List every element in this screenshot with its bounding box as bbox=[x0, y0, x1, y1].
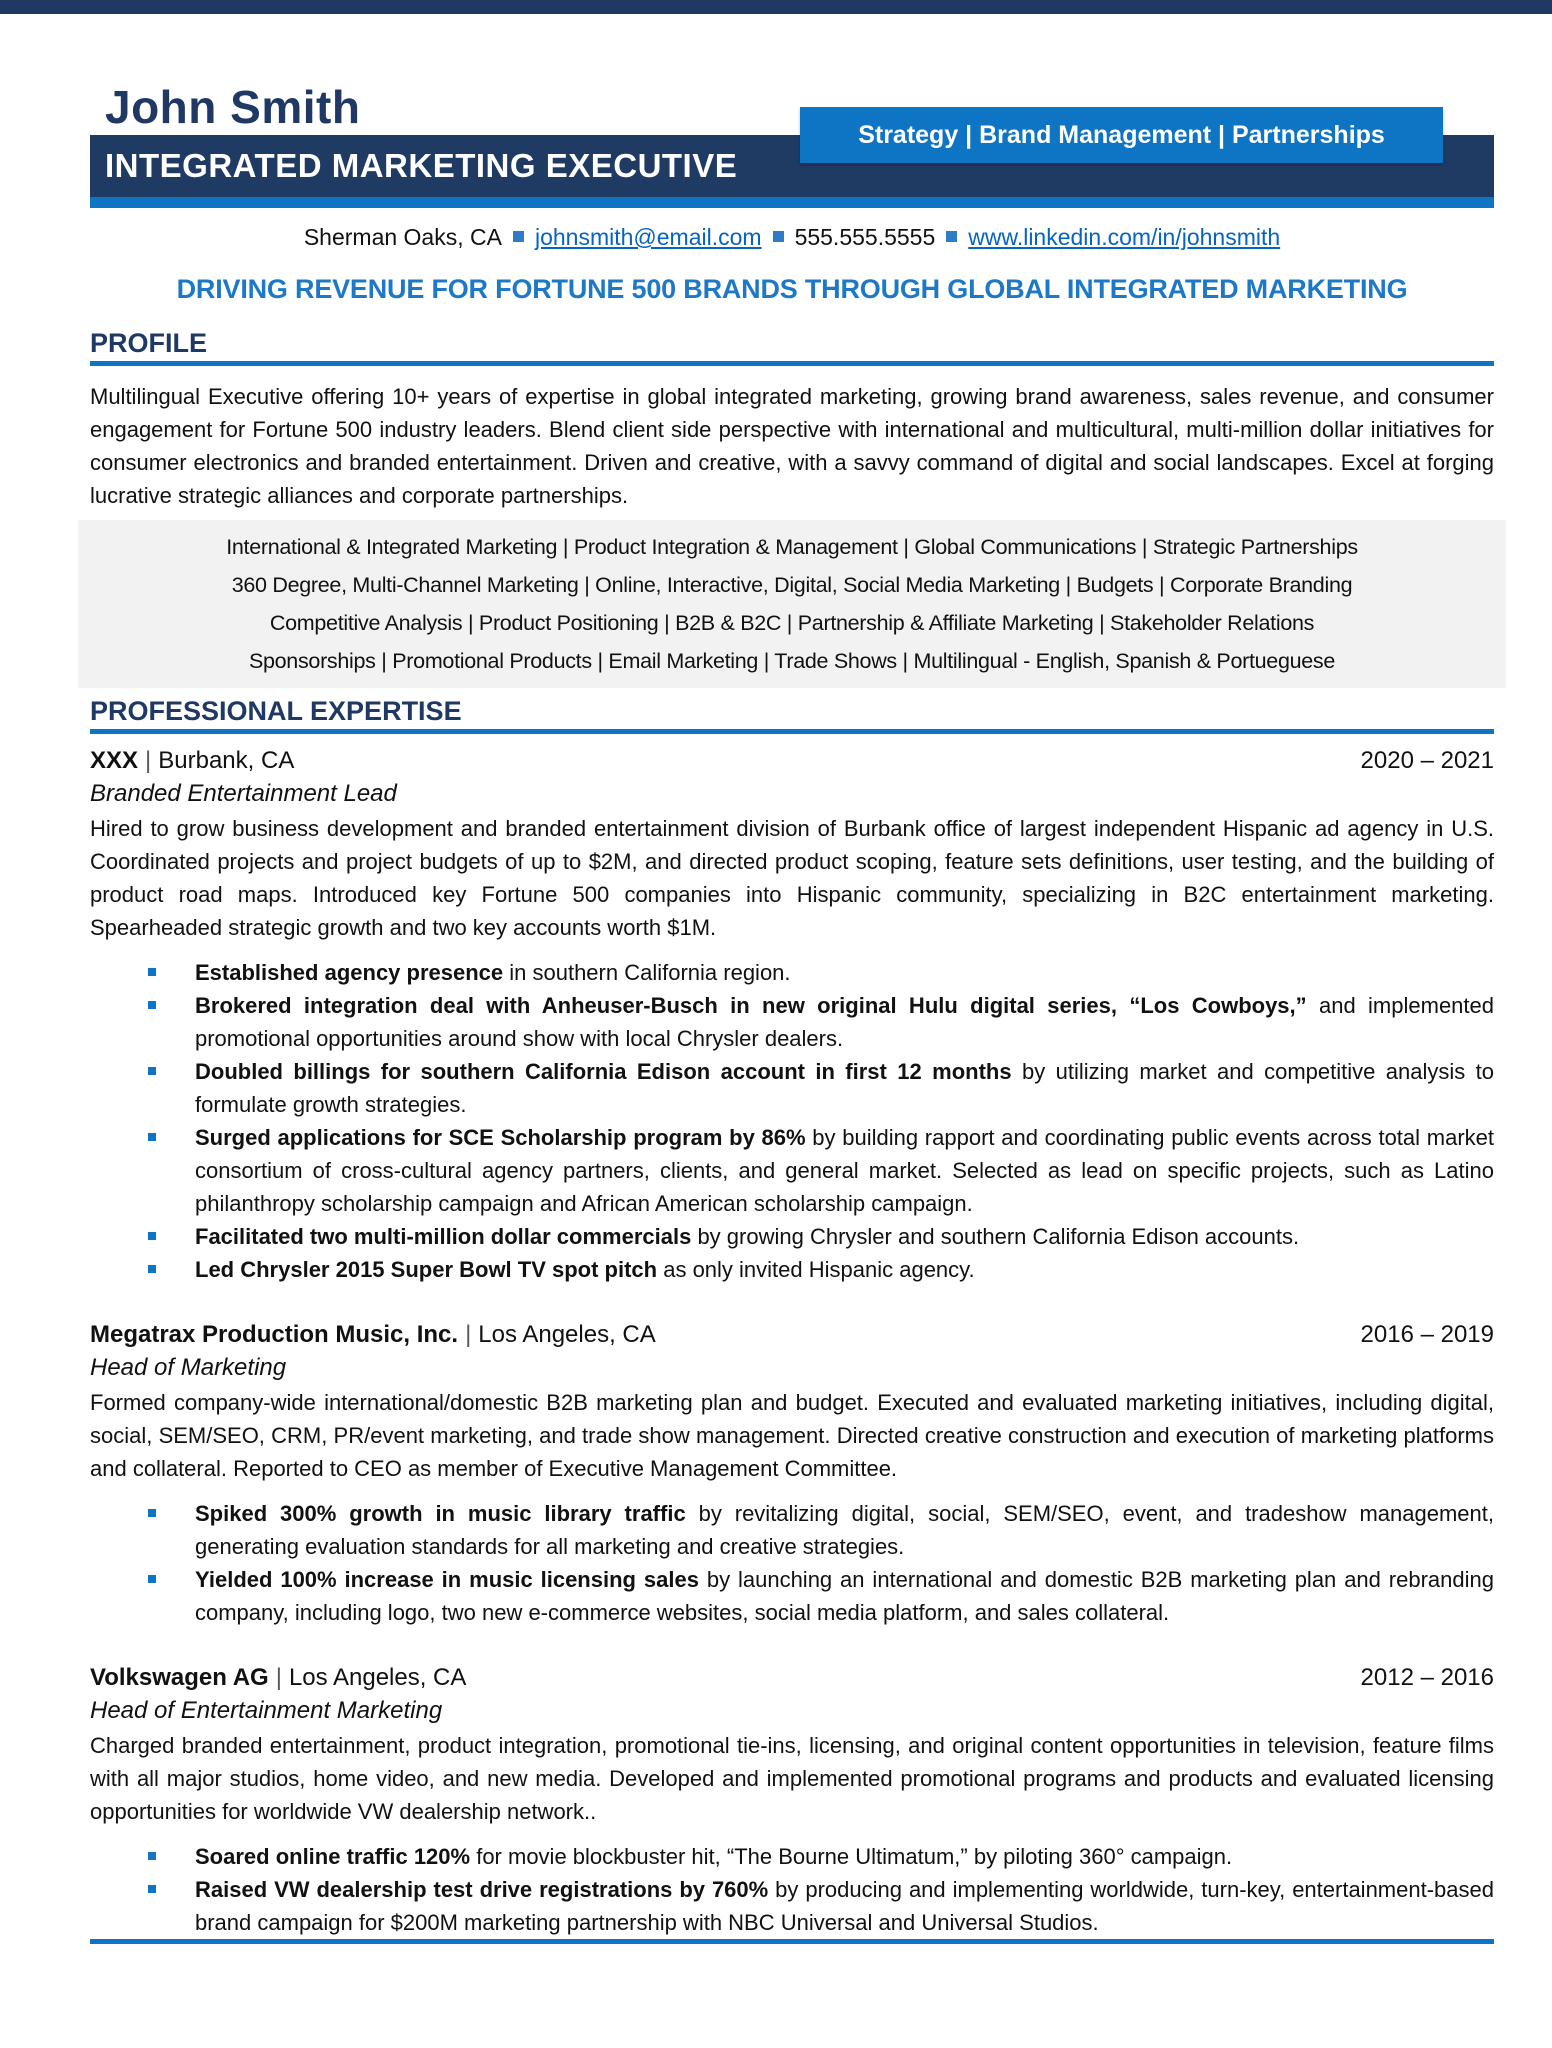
job-entry bbox=[90, 1318, 1494, 1629]
bullet-text: by revitalizing digital, social, SEM/SEO, event, and tradeshow management, generating evaluation standards for all marketing and creative strategies. bbox=[195, 1501, 1495, 1559]
candidate-title: INTEGRATED MARKETING EXECUTIVE bbox=[105, 147, 738, 184]
bullet-bold: Doubled billings for southern California Edison account in first 12 months bbox=[195, 1059, 1012, 1084]
bullet-bold: Surged applications for SCE Scholarship program by 86% bbox=[195, 1125, 806, 1150]
bullet-item bbox=[90, 1497, 1494, 1563]
job-title: Head of Entertainment Marketing bbox=[90, 1697, 443, 1724]
email-link[interactable]: johnsmith@email.com bbox=[534, 224, 762, 250]
profile-paragraph: Multilingual Executive offering 10+ years of expertise in global integrated marketing, growing brand awareness, sales revenue, and consumer engagement for Fortune 500 industry leaders. Blend client side perspective with international and multicultural, multi-million dollar initiatives for consumer electronics and branded entertainment. Driven and creative, with a savvy command of digital and social landscapes. Excel at forging lucrative strategic alliances and corporate partnerships. bbox=[90, 384, 1494, 508]
keywords-line: Competitive Analysis | Product Positioning | B2B & B2C | Partnership & Affiliate Marketing | Stakeholder Relations bbox=[269, 611, 1315, 635]
job-title: Head of Marketing bbox=[90, 1354, 287, 1381]
job-entry bbox=[90, 744, 1494, 1286]
company-line bbox=[90, 1318, 656, 1351]
job-title: Branded Entertainment Lead bbox=[90, 780, 397, 807]
contact-phone: 555.555.5555 bbox=[794, 224, 936, 250]
bullet-square-icon bbox=[148, 1575, 156, 1583]
bullet-text: by producing and implementing worldwide, turn-key, entertainment-based brand campaign for $200M marketing partnership with NBC Universal and Universal Studios. bbox=[195, 1877, 1494, 1935]
bullet-square-icon bbox=[148, 1852, 156, 1860]
bullet-text: by utilizing market and competitive analysis to formulate growth strategies. bbox=[195, 1059, 1495, 1117]
bullet-square-icon bbox=[148, 1232, 156, 1240]
company-name: Megatrax Production Music, Inc. bbox=[90, 1321, 459, 1348]
job-dates: 2012 – 2016 bbox=[1360, 1664, 1494, 1691]
bullet-bold: Yielded 100% increase in music licensing sales bbox=[195, 1567, 699, 1592]
company-separator: | bbox=[145, 747, 152, 774]
section-rule bbox=[90, 729, 1494, 734]
company-line bbox=[90, 1661, 466, 1694]
top-border bbox=[0, 0, 1552, 14]
bullet-item bbox=[90, 1873, 1494, 1939]
bullet-bold: Soared online traffic 120% bbox=[195, 1844, 471, 1869]
separator-square-icon bbox=[946, 231, 957, 242]
bullet-item bbox=[90, 1121, 1494, 1220]
bullet-text: in southern California region. bbox=[503, 960, 791, 985]
bullet-item bbox=[90, 1253, 1494, 1286]
keywords-box bbox=[78, 520, 1506, 688]
company-line bbox=[90, 744, 294, 777]
bullet-square-icon bbox=[148, 1885, 156, 1893]
bullet-list bbox=[90, 1497, 1494, 1629]
bullet-square-icon bbox=[148, 1509, 156, 1517]
bullet-text: by building rapport and coordinating public events across total market consortium of cross-cultural agency partners, clients, and general market. Selected as lead on specific projects, such as Latino philanthropy scholarship campaign and African American scholarship campaign. bbox=[195, 1125, 1494, 1216]
job-header bbox=[90, 1318, 1494, 1351]
linkedin-link[interactable]: www.linkedin.com/in/johnsmith bbox=[968, 224, 1281, 250]
separator-square-icon bbox=[773, 231, 784, 242]
bottom-rule bbox=[90, 1939, 1494, 1944]
profile-heading: PROFILE bbox=[90, 328, 208, 358]
section-rule bbox=[90, 361, 1494, 366]
candidate-name: John Smith bbox=[105, 81, 361, 133]
bullet-bold: Led Chrysler 2015 Super Bowl TV spot pitch bbox=[195, 1257, 658, 1282]
job-summary: Charged branded entertainment, product integration, promotional tie-ins, licensing, and original content opportunities in television, feature films with all major studios, home video, and new media. Developed and implemented promotional programs and products and evaluated licensing opportunities for worldwide VW dealership network.. bbox=[90, 1733, 1494, 1824]
bullet-square-icon bbox=[148, 968, 156, 976]
job-entry bbox=[90, 1661, 1494, 1939]
experience-heading: PROFESSIONAL EXPERTISE bbox=[90, 696, 462, 726]
bullet-bold: Spiked 300% growth in music library traffic bbox=[195, 1501, 686, 1526]
bullet-item bbox=[90, 1840, 1494, 1873]
contact-location: Sherman Oaks, CA bbox=[303, 224, 502, 250]
specialties-badge-text: Strategy | Brand Management | Partnerships bbox=[858, 120, 1385, 149]
title-band-underline bbox=[90, 197, 1494, 208]
company-name: XXX bbox=[90, 747, 139, 774]
bullet-item bbox=[90, 1055, 1494, 1121]
bullet-bold: Facilitated two multi-million dollar commercials bbox=[195, 1224, 692, 1249]
bullet-text: as only invited Hispanic agency. bbox=[657, 1257, 975, 1282]
bullet-item bbox=[90, 1563, 1494, 1629]
bullet-bold: Brokered integration deal with Anheuser-Busch in new original Hulu digital series, “Los Cowboys,” bbox=[195, 993, 1307, 1018]
keywords-line: Sponsorships | Promotional Products | Email Marketing | Trade Shows | Multilingual - English, Spanish & Portueguese bbox=[248, 649, 1336, 673]
bullet-text: and implemented promotional opportunities around show with local Chrysler dealers. bbox=[195, 993, 1494, 1051]
separator-square-icon bbox=[513, 231, 524, 242]
company-location: Los Angeles, CA bbox=[288, 1664, 467, 1691]
bullet-bold: Established agency presence bbox=[195, 960, 504, 985]
contact-line bbox=[90, 222, 1494, 252]
job-header bbox=[90, 1661, 1494, 1694]
bullet-text: by growing Chrysler and southern California Edison accounts. bbox=[691, 1224, 1300, 1249]
company-separator: | bbox=[465, 1321, 472, 1348]
company-name: Volkswagen AG bbox=[90, 1664, 269, 1691]
bullet-square-icon bbox=[148, 1265, 156, 1273]
company-location: Burbank, CA bbox=[158, 747, 295, 774]
job-header bbox=[90, 744, 1494, 777]
bullet-text: for movie blockbuster hit, “The Bourne Ultimatum,” by piloting 360° campaign. bbox=[470, 1844, 1233, 1869]
bullet-item bbox=[90, 1220, 1494, 1253]
company-separator: | bbox=[275, 1664, 282, 1691]
job-dates: 2020 – 2021 bbox=[1360, 747, 1494, 774]
bullet-square-icon bbox=[148, 1067, 156, 1075]
bullet-bold: Raised VW dealership test drive registrations by 760% bbox=[195, 1877, 769, 1902]
keywords-line: International & Integrated Marketing | Product Integration & Management | Global Communications | Strategic Partnerships bbox=[226, 535, 1358, 559]
bullet-item bbox=[90, 989, 1494, 1055]
bullet-square-icon bbox=[148, 1133, 156, 1141]
bullet-square-icon bbox=[148, 1001, 156, 1009]
bullet-list bbox=[90, 956, 1494, 1286]
tagline: DRIVING REVENUE FOR FORTUNE 500 BRANDS THROUGH GLOBAL INTEGRATED MARKETING bbox=[176, 274, 1408, 304]
specialties-badge bbox=[800, 107, 1443, 163]
job-summary: Hired to grow business development and branded entertainment division of Burbank office of largest independent Hispanic ad agency in U.S. Coordinated projects and project budgets of up to $2M, and directed product scoping, feature sets definitions, user testing, and the building of product road maps. Introduced key Fortune 500 companies into Hispanic community, specializing in B2C entertainment marketing. Spearheaded strategic growth and two key accounts worth $1M. bbox=[90, 816, 1494, 940]
job-dates: 2016 – 2019 bbox=[1360, 1321, 1494, 1348]
company-location: Los Angeles, CA bbox=[478, 1321, 656, 1348]
bullet-list bbox=[90, 1840, 1494, 1939]
bullet-text: by launching an international and domestic B2B marketing plan and rebranding company, including logo, two new e-commerce websites, social media platform, and sales collateral. bbox=[195, 1567, 1494, 1625]
keywords-line: 360 Degree, Multi-Channel Marketing | Online, Interactive, Digital, Social Media Marketing | Budgets | Corporate Branding bbox=[231, 573, 1353, 597]
job-summary: Formed company-wide international/domestic B2B marketing plan and budget. Executed and evaluated marketing initiatives, including digital, social, SEM/SEO, CRM, PR/event marketing, and trade show management. Directed creative construction and execution of marketing platforms and collateral. Reported to CEO as member of Executive Management Committee. bbox=[90, 1390, 1494, 1481]
bullet-item bbox=[90, 956, 1494, 989]
